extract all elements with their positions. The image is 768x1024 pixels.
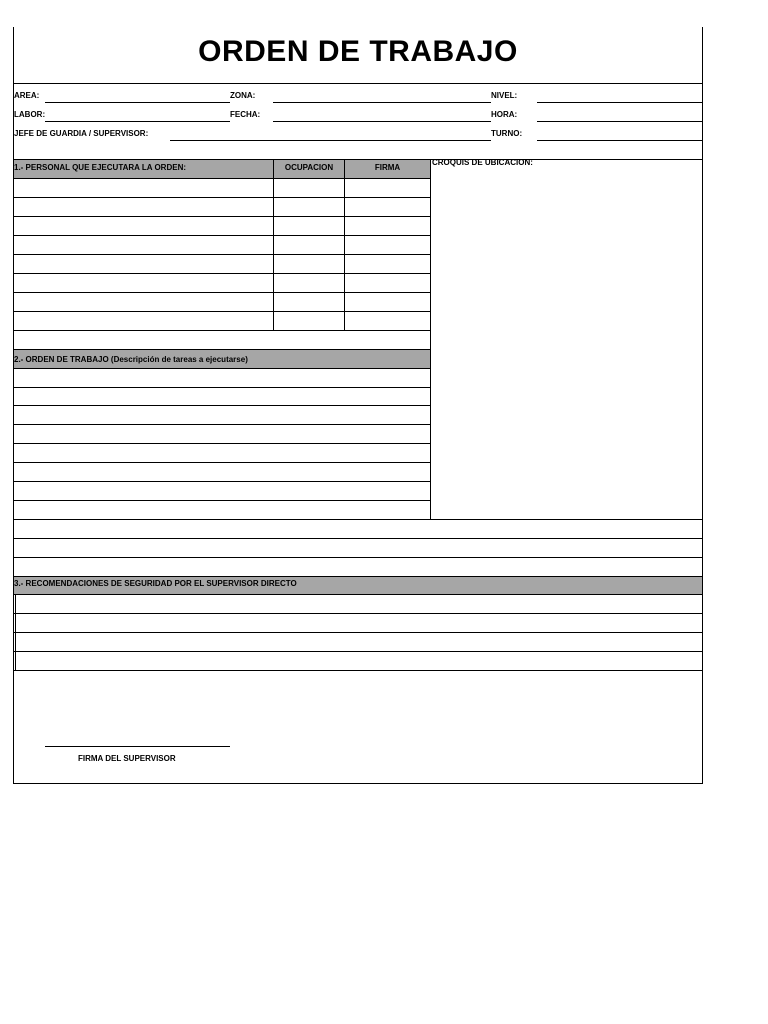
s3-row-line	[13, 651, 703, 652]
s1-row-line	[13, 216, 431, 217]
hora-label: HORA:	[491, 110, 518, 119]
s3-top-line	[13, 576, 703, 577]
jefe-input-line[interactable]	[170, 140, 491, 141]
zona-label: ZONA:	[230, 91, 256, 100]
fecha-label: FECHA:	[230, 110, 261, 119]
s1-row-line	[13, 292, 431, 293]
turno-input-line[interactable]	[537, 140, 703, 141]
section2-title: 2.- ORDEN DE TRABAJO (Descripción de tareas a ejecutarse)	[14, 355, 248, 364]
s2-bottom-line	[13, 519, 703, 520]
full-row-line	[13, 557, 703, 558]
s1-row-line	[13, 330, 431, 331]
page-title: ORDEN DE TRABAJO	[198, 35, 518, 68]
s1-row-line	[13, 235, 431, 236]
col-ocupacion-header: OCUPACION	[284, 163, 334, 172]
s1-row-line	[13, 197, 431, 198]
signature-label: FIRMA DEL SUPERVISOR	[78, 754, 176, 763]
s3-row-line	[13, 670, 703, 671]
s3-row-line	[13, 613, 703, 614]
turno-label: TURNO:	[491, 129, 523, 138]
jefe-label: JEFE DE GUARDIA / SUPERVISOR:	[14, 129, 149, 138]
s1-row-line	[13, 254, 431, 255]
zona-input-line[interactable]	[273, 102, 491, 103]
hora-input-line[interactable]	[537, 121, 703, 122]
labor-label: LABOR:	[14, 110, 46, 119]
nivel-label: NIVEL:	[491, 91, 518, 100]
s2-row-line	[13, 500, 431, 501]
full-row-line	[13, 538, 703, 539]
s2-row-line	[13, 443, 431, 444]
s2-row-line	[13, 481, 431, 482]
s1-row-line	[13, 178, 431, 179]
s2-row-line	[13, 387, 431, 388]
col-firma-header: FIRMA	[374, 163, 401, 172]
s2-row-line	[13, 405, 431, 406]
section3-title: 3.- RECOMENDACIONES DE SEGURIDAD POR EL SUPERVISOR DIRECTO	[14, 579, 297, 588]
form-bottom-border	[13, 783, 703, 784]
croquis-label: CROQUIS DE UBICACION:	[432, 158, 533, 167]
section1-title: 1.- PERSONAL QUE EJECUTARA LA ORDEN:	[14, 163, 187, 172]
s1-col-line	[344, 159, 345, 330]
title-divider	[13, 83, 703, 84]
area-label: AREA:	[14, 91, 40, 100]
signature-line[interactable]	[45, 746, 230, 747]
s2-row-line	[13, 424, 431, 425]
nivel-input-line[interactable]	[537, 102, 703, 103]
s1-row-line	[13, 311, 431, 312]
s1-row-line	[13, 273, 431, 274]
s3-row-line	[13, 594, 703, 595]
area-input-line[interactable]	[45, 102, 230, 103]
croquis-drawing-area[interactable]	[431, 170, 702, 518]
s2-row-line	[13, 368, 431, 369]
s2-row-line	[13, 462, 431, 463]
fecha-input-line[interactable]	[273, 121, 491, 122]
s3-row-line	[13, 632, 703, 633]
s1-col-line	[273, 159, 274, 330]
labor-input-line[interactable]	[45, 121, 230, 122]
